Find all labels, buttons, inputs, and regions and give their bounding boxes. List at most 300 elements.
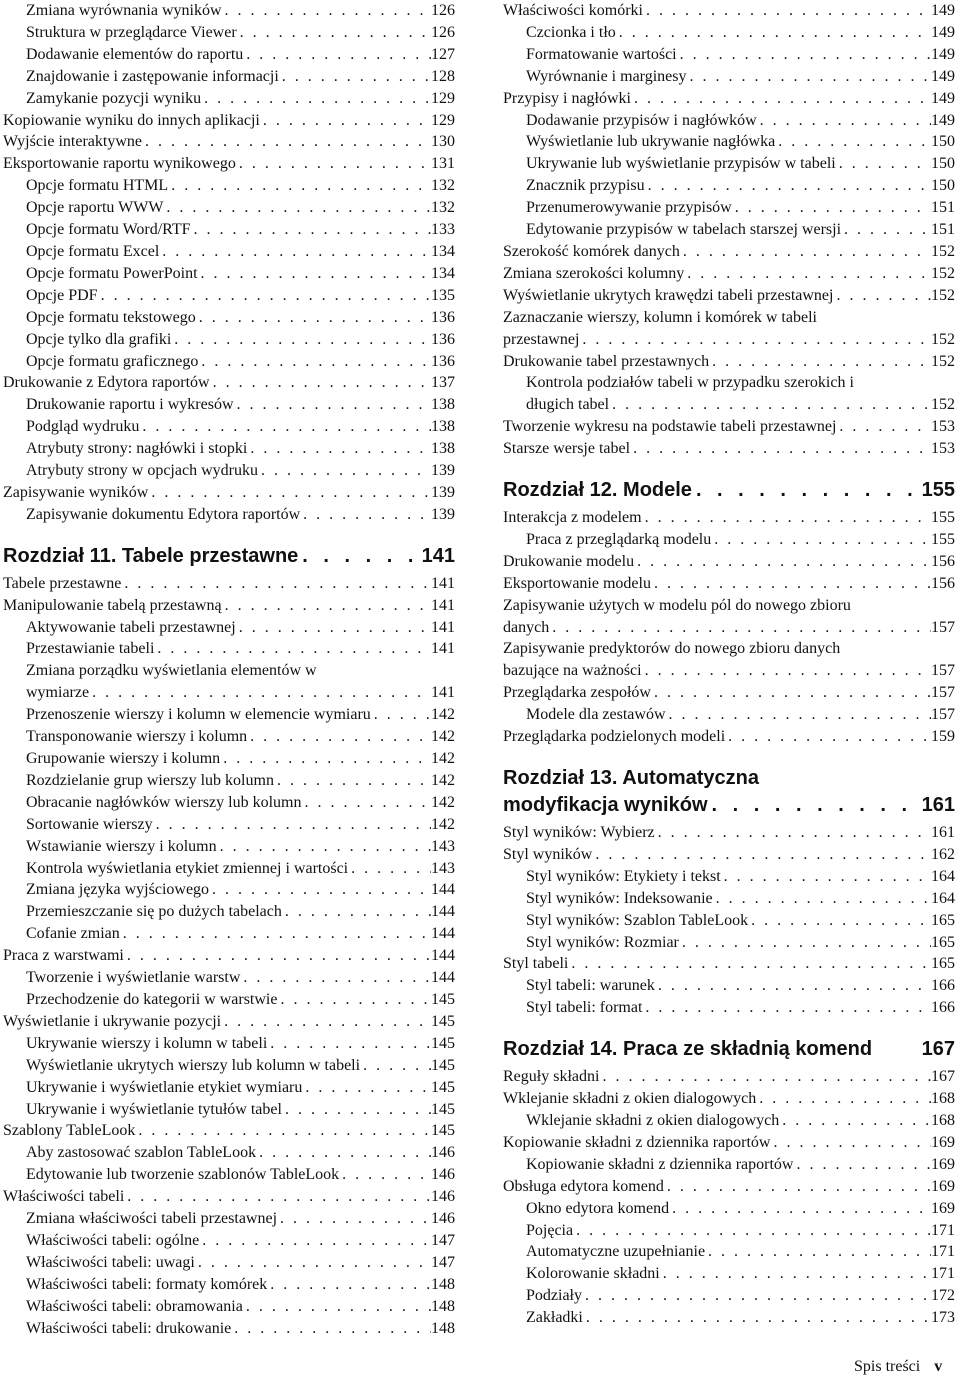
toc-entry: [503, 351, 955, 373]
toc-entry: [503, 131, 955, 153]
entry-page-number: 173: [931, 1309, 955, 1327]
entry-title: Tworzenie i wyświetlanie warstw: [26, 969, 241, 987]
entry-page-number: 164: [931, 889, 955, 907]
entry-title: Styl wyników: Rozmiar: [526, 933, 679, 951]
toc-entry: [3, 1142, 455, 1164]
toc-entry: [3, 770, 455, 792]
entry-title: Wyrównanie i marginesy: [526, 67, 687, 85]
entry-page-number: 142: [431, 815, 455, 833]
entry-page-number: 149: [931, 2, 955, 19]
toc-entry: [3, 438, 455, 460]
dot-leader: [642, 507, 931, 529]
dot-leader: [168, 175, 431, 197]
entry-title-line1: Zaznaczanie wierszy, kolumn i komórek w tabeli: [503, 308, 817, 326]
entry-title: Kopiowanie składni z dziennika raportów: [503, 1133, 771, 1151]
entry-page-number: 148: [431, 1319, 455, 1337]
entry-page-number: 156: [931, 552, 955, 570]
entry-page-number: 136: [431, 330, 455, 348]
toc-entry: [503, 1154, 955, 1176]
chapter-title: Rozdział 11. Tabele przestawne: [3, 544, 299, 567]
dot-leader: [713, 888, 931, 910]
dot-leader: [645, 175, 931, 197]
toc-entry: [3, 460, 455, 482]
chapter-page-number: 167: [921, 1038, 955, 1061]
dot-leader: [549, 617, 931, 639]
entry-page-number: 129: [431, 111, 455, 129]
entry-page-number: 141: [431, 618, 455, 636]
toc-entry: [503, 416, 955, 438]
dot-leader: [642, 660, 931, 682]
toc-entry: [3, 989, 455, 1011]
toc-entry: [3, 923, 455, 945]
toc-entry: [3, 879, 455, 901]
entry-title-line2: danych: [503, 618, 550, 636]
entry-page-number: 171: [931, 1265, 955, 1283]
entry-title: Tworzenie wykresu na podstawie tabeli przestawnej: [503, 418, 837, 436]
entry-page-number: 129: [431, 89, 455, 107]
toc-entry: [3, 66, 455, 88]
dot-leader: [655, 822, 931, 844]
entry-title: Obracanie nagłówków wierszy lub kolumn: [26, 793, 302, 811]
entry-title: Zmiana języka wyjściowego: [26, 881, 210, 899]
dot-leader: [836, 153, 931, 175]
entry-title: Formatowanie wartości: [526, 45, 677, 63]
chapter-heading: [3, 543, 455, 570]
entry-title: Przestawianie tabeli: [26, 640, 155, 658]
entry-title: Wklejanie składni z okien dialogowych: [526, 1111, 780, 1129]
dot-leader: [139, 416, 431, 438]
toc-entry: [503, 307, 955, 351]
dot-leader: [669, 1198, 931, 1220]
dot-leader: [171, 329, 431, 351]
entry-page-number: 157: [931, 706, 955, 724]
dot-leader: [634, 551, 931, 573]
entry-page-number: 146: [431, 1166, 455, 1184]
entry-page-number: 132: [431, 199, 455, 217]
toc-entry: [503, 44, 955, 66]
entry-title: Styl wyników: Szablon TableLook: [526, 911, 749, 929]
entry-page-number: 151: [931, 221, 955, 239]
toc-entry: [503, 529, 955, 551]
entry-page-number: 148: [431, 1297, 455, 1315]
dot-leader: [121, 573, 431, 595]
toc-entry: [503, 866, 955, 888]
dot-leader: [664, 1176, 931, 1198]
toc-entry: [503, 241, 955, 263]
entry-title: Reguły składni: [503, 1068, 600, 1086]
entry-page-number: 135: [431, 286, 455, 304]
toc-entry: [3, 372, 455, 394]
entry-title: Manipulowanie tabelą przestawną: [3, 596, 222, 614]
toc-entry: [3, 22, 455, 44]
dot-leader: [732, 197, 931, 219]
toc-entry: [503, 153, 955, 175]
toc-entry: [503, 704, 955, 726]
entry-page-number: 149: [931, 45, 955, 63]
dot-leader: [209, 879, 431, 901]
entry-title: Styl wyników: Wybierz: [503, 824, 655, 841]
dot-leader: [573, 1220, 931, 1242]
toc-entry: [503, 22, 955, 44]
dot-leader: [651, 573, 931, 595]
entry-title: Właściwości tabeli: ogólne: [26, 1231, 200, 1249]
toc-entry: [3, 0, 455, 22]
toc-entry: [3, 416, 455, 438]
entry-title: Kopiowanie wyniku do innych aplikacji: [3, 111, 260, 129]
entry-title: Ukrywanie wierszy i kolumn w tabeli: [26, 1034, 268, 1052]
entry-page-number: 150: [931, 155, 955, 173]
toc-entry: [3, 1208, 455, 1230]
toc-entry: [503, 219, 955, 241]
entry-page-number: 145: [431, 1056, 455, 1074]
chapter-page-number: 141: [421, 544, 455, 567]
chapter-heading: [503, 477, 955, 504]
entry-page-number: 153: [931, 418, 955, 436]
toc-entry: [3, 504, 455, 526]
entry-page-number: 151: [931, 199, 955, 217]
toc-entry: [3, 660, 455, 704]
toc-entry: [3, 351, 455, 373]
entry-title: Edytowanie lub tworzenie szablonów TableLook: [26, 1166, 340, 1184]
toc-entry: [503, 175, 955, 197]
entry-title: Opcje PDF: [26, 286, 98, 304]
dot-leader: [631, 88, 931, 110]
dot-leader: [247, 438, 431, 460]
entry-title: Drukowanie modelu: [503, 552, 635, 570]
dot-leader: [260, 110, 431, 132]
dot-leader: [236, 153, 431, 175]
entry-title: Sortowanie wierszy: [26, 815, 153, 833]
dot-leader: [301, 792, 431, 814]
dot-leader: [89, 682, 431, 704]
entry-title: Właściwości komórki: [503, 2, 643, 19]
toc-entry: [3, 219, 455, 241]
dot-leader: [651, 682, 931, 704]
entry-title: Praca z warstwami: [3, 947, 124, 965]
entry-page-number: 139: [431, 505, 455, 523]
toc-entry: [503, 88, 955, 110]
toc-entry: [503, 953, 955, 975]
entry-title: Opcje raportu WWW: [26, 199, 164, 217]
page-number: v: [934, 1358, 943, 1375]
chapter-page-number: 161: [921, 794, 955, 816]
entry-page-number: 144: [431, 969, 455, 987]
toc-entry: [3, 836, 455, 858]
dot-leader: [279, 66, 431, 88]
toc-entry: [3, 595, 455, 617]
entry-page-number: 138: [431, 418, 455, 436]
chapter-title-line2-row: [503, 792, 955, 819]
entry-title: Styl wyników: Indeksowanie: [526, 889, 713, 907]
dot-leader: [684, 263, 931, 285]
entry-page-number: 159: [931, 728, 955, 746]
entry-page-number: 141: [431, 640, 455, 658]
entry-page-number: 145: [431, 1122, 455, 1140]
entry-title-line2: przestawnej: [503, 330, 580, 348]
entry-page-number: 141: [431, 684, 455, 702]
dot-leader: [642, 997, 931, 1019]
entry-title: Transponowanie wierszy i kolumn: [26, 728, 248, 746]
entry-title: Dodawanie przypisów i nagłówków: [526, 111, 757, 129]
entry-title: Właściwości tabeli: formaty komórek: [26, 1275, 268, 1293]
toc-entry: [3, 88, 455, 110]
dot-leader: [231, 1318, 431, 1340]
entry-page-number: 171: [931, 1243, 955, 1261]
entry-page-number: 127: [431, 45, 455, 63]
dot-leader: [243, 44, 431, 66]
dot-leader: [256, 1142, 431, 1164]
dot-leader: [240, 967, 431, 989]
entry-title: Przechodzenie do kategorii w warstwie: [26, 990, 278, 1008]
entry-title: Okno edytora komend: [526, 1199, 670, 1217]
toc-entry: [3, 704, 455, 726]
entry-page-number: 156: [931, 574, 955, 592]
chapter-title: Rozdział 14. Praca ze składnią komend: [503, 1038, 873, 1061]
entry-title: Znajdowanie i zastępowanie informacji: [26, 67, 279, 85]
dot-leader: [120, 923, 431, 945]
entry-title: Ukrywanie i wyświetlanie etykiet wymiaru: [26, 1078, 303, 1096]
dot-leader: [679, 932, 931, 954]
entry-title: Obsługa edytora komend: [503, 1177, 664, 1195]
entry-page-number: 138: [431, 440, 455, 458]
entry-title: Zakładki: [526, 1309, 583, 1327]
entry-page-number: 150: [931, 177, 955, 195]
entry-title: Kopiowanie składni z dziennika raportów: [526, 1155, 794, 1173]
dot-leader: [630, 438, 931, 460]
toc-entry: [503, 1220, 955, 1242]
entry-page-number: 136: [431, 308, 455, 326]
dot-leader: [360, 1055, 431, 1077]
entry-page-number: 169: [931, 1155, 955, 1173]
toc-entry: [3, 901, 455, 923]
entry-title: Właściwości tabeli: uwagi: [26, 1253, 195, 1271]
dot-leader: [217, 836, 431, 858]
entry-page-number: 149: [931, 23, 955, 41]
entry-page-number: 161: [931, 824, 955, 841]
dot-leader: [643, 0, 931, 22]
entry-page-number: 169: [931, 1199, 955, 1217]
entry-page-number: 133: [431, 221, 455, 239]
entry-page-number: 146: [431, 1188, 455, 1206]
entry-title-line2: długich tabel: [526, 396, 610, 414]
toc-entry: [3, 1274, 455, 1296]
entry-title: Właściwości tabeli: [3, 1188, 125, 1206]
dot-leader: [195, 1252, 431, 1274]
entry-page-number: 144: [431, 947, 455, 965]
entry-page-number: 138: [431, 396, 455, 414]
toc-entry: [3, 285, 455, 307]
dot-leader: [210, 372, 431, 394]
entry-title: Eksportowanie raportu wynikowego: [3, 155, 236, 173]
dot-leader: [234, 394, 432, 416]
dot-leader: [159, 241, 431, 263]
toc-entry: [3, 1011, 455, 1033]
entry-page-number: 128: [431, 67, 455, 85]
entry-page-number: 155: [931, 530, 955, 548]
dot-leader: [201, 88, 431, 110]
entry-page-number: 152: [931, 396, 955, 414]
dot-leader: [163, 197, 431, 219]
dot-leader: [833, 285, 931, 307]
entry-title: Czcionka i tło: [526, 23, 616, 41]
dot-leader: [247, 726, 431, 748]
dot-leader: [721, 866, 931, 888]
entry-page-number: 131: [431, 155, 455, 173]
entry-title: Aktywowanie tabeli przestawnej: [26, 618, 236, 636]
dot-leader: [582, 1285, 931, 1307]
dot-leader: [142, 131, 431, 153]
entry-page-number: 141: [431, 596, 455, 614]
entry-title: Aby zastosować szablon TableLook: [26, 1144, 257, 1162]
entry-page-number: 152: [931, 264, 955, 282]
toc-entry: [3, 1164, 455, 1186]
toc-entry: [503, 1307, 955, 1329]
dot-leader: [148, 482, 431, 504]
entry-page-number: 149: [931, 67, 955, 85]
toc-entry: [3, 329, 455, 351]
dot-leader: [298, 543, 421, 570]
toc-entry: [503, 726, 955, 748]
toc-entry: [503, 263, 955, 285]
dot-leader: [677, 44, 931, 66]
dot-leader: [725, 726, 931, 748]
entry-title: Wyświetlanie ukrytych wierszy lub kolumn w tabeli: [26, 1056, 361, 1074]
entry-page-number: 137: [431, 374, 455, 392]
entry-title: Kolorowanie składni: [526, 1265, 660, 1283]
entry-page-number: 144: [431, 925, 455, 943]
dot-leader: [775, 131, 931, 153]
entry-page-number: 152: [931, 242, 955, 260]
dot-leader: [154, 638, 431, 660]
toc-entry: [3, 482, 455, 504]
dot-leader: [709, 351, 931, 373]
toc-entry: [503, 573, 955, 595]
entry-title: Przenoszenie wierszy i kolumn w elemencie wymiaru: [26, 706, 371, 724]
entry-page-number: 166: [931, 977, 955, 995]
toc-entry: [503, 1066, 955, 1088]
entry-title: Modele dla zestawów: [526, 706, 666, 724]
dot-leader: [836, 416, 931, 438]
toc-entry: [3, 1252, 455, 1274]
entry-title: Wyjście interaktywne: [3, 133, 142, 151]
toc-entry: [503, 1176, 955, 1198]
entry-title: Eksportowanie modelu: [503, 574, 651, 592]
entry-page-number: 167: [931, 1068, 955, 1086]
chapter-title: Rozdział 12. Modele: [503, 479, 692, 502]
toc-entry: [503, 997, 955, 1019]
dot-leader: [98, 285, 431, 307]
entry-title: Tabele przestawne: [3, 574, 122, 592]
entry-title: Przenumerowywanie przypisów: [526, 199, 732, 217]
entry-page-number: 157: [931, 618, 955, 636]
entry-page-number: 152: [931, 286, 955, 304]
toc-entry: [3, 394, 455, 416]
dot-leader: [153, 814, 431, 836]
entry-page-number: 145: [431, 990, 455, 1008]
entry-page-number: 142: [431, 728, 455, 746]
toc-entry: [503, 1263, 955, 1285]
dot-leader: [267, 1033, 431, 1055]
dot-leader: [282, 901, 431, 923]
toc-entry: [3, 1099, 455, 1121]
toc-entry: [3, 573, 455, 595]
entry-page-number: 147: [431, 1253, 455, 1271]
entry-page-number: 143: [431, 859, 455, 877]
entry-page-number: 139: [431, 483, 455, 501]
toc-entry: [503, 682, 955, 704]
entry-page-number: 146: [431, 1144, 455, 1162]
toc-entry: [503, 822, 955, 844]
entry-title: Kontrola wyświetlania etykiet zmiennej i wartości: [26, 859, 349, 877]
entry-title: Ukrywanie i wyświetlanie tytułów tabel: [26, 1100, 282, 1118]
entry-title: Opcje formatu PowerPoint: [26, 264, 198, 282]
toc-entry: [503, 975, 955, 997]
toc-entry: [503, 110, 955, 132]
dot-leader: [371, 704, 431, 726]
entry-title: Opcje tylko dla grafiki: [26, 330, 172, 348]
dot-leader: [267, 1274, 431, 1296]
entry-title: Wyświetlanie ukrytych krawędzi tabeli przestawnej: [503, 286, 834, 304]
toc-entry: [3, 1230, 455, 1252]
dot-leader: [680, 241, 931, 263]
dot-leader: [222, 0, 431, 22]
entry-title: Rozdzielanie grup wierszy lub kolumn: [26, 771, 274, 789]
entry-page-number: 153: [931, 440, 955, 458]
toc-entry: [503, 197, 955, 219]
dot-leader: [748, 910, 931, 932]
entry-page-number: 126: [431, 2, 455, 19]
dot-leader: [124, 1186, 431, 1208]
entry-title-line2: bazujące na ważności: [503, 662, 642, 680]
entry-title: Właściwości tabeli: obramowania: [26, 1297, 243, 1315]
entry-page-number: 149: [931, 89, 955, 107]
entry-page-number: 145: [431, 1078, 455, 1096]
chapter-heading: [503, 1036, 955, 1063]
dot-leader: [705, 1241, 931, 1263]
entry-title: Praca z przeglądarką modelu: [526, 530, 712, 548]
toc-entry: [503, 551, 955, 573]
dot-leader: [199, 1230, 431, 1252]
entry-title: Wyświetlanie i ukrywanie pozycji: [3, 1012, 222, 1030]
page-footer: [854, 1358, 942, 1376]
entry-page-number: 132: [431, 177, 455, 195]
toc-entry: [3, 858, 455, 880]
toc-entry: [503, 932, 955, 954]
dot-leader: [841, 219, 931, 241]
entry-title: Przeglądarka podzielonych modeli: [503, 728, 726, 746]
dot-leader: [198, 263, 431, 285]
entry-page-number: 149: [931, 111, 955, 129]
toc-entry: [3, 131, 455, 153]
entry-page-number: 157: [931, 662, 955, 680]
dot-leader: [222, 595, 431, 617]
entry-page-number: 172: [931, 1287, 955, 1305]
entry-title-line2-row: [526, 394, 955, 416]
entry-title: Pojęcia: [526, 1221, 574, 1239]
toc-entry: [503, 844, 955, 866]
toc-entry: [3, 748, 455, 770]
entry-title: Interakcja z modelem: [503, 509, 642, 527]
toc-left-column: [3, 0, 455, 1339]
toc-entry: [503, 888, 955, 910]
toc-entry: [3, 153, 455, 175]
entry-page-number: 145: [431, 1100, 455, 1118]
entry-page-number: 166: [931, 999, 955, 1017]
toc-entry: [503, 66, 955, 88]
toc-entry: [3, 638, 455, 660]
entry-title-line1: Zapisywanie predyktorów do nowego zbioru danych: [503, 640, 841, 658]
entry-title: Zmiana właściwości tabeli przestawnej: [26, 1210, 278, 1228]
